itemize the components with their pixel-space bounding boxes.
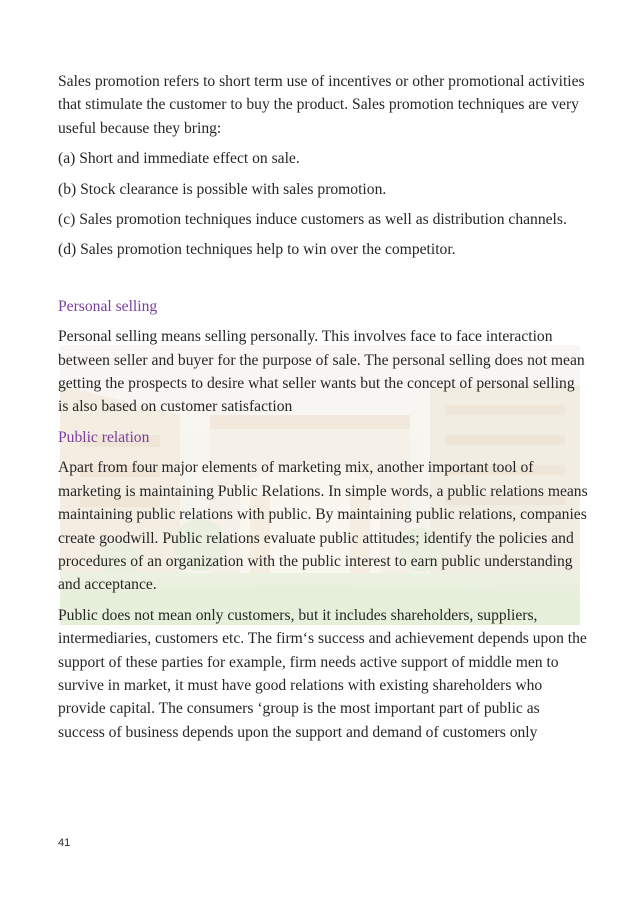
heading-personal-selling: Personal selling [58, 297, 158, 315]
list-item-b: (b) Stock clearance is possible with sales promotion. [58, 180, 387, 198]
public-relation-paragraph-2: Public does not mean only customers, but it includes shareholders, suppliers, intermediaries, customers etc. The firm‘s success and achievement depends upon the support of these parties for example, firm needs active support of middle men to survive in market, it must have good relations with existing shareholders who provide capital. The consumers ‘group is the most important part of public as success of business depends upon the support and demand of customers only [58, 606, 587, 741]
page-number: 41 [58, 837, 71, 849]
document-body [58, 70, 588, 751]
list-item-c: (c) Sales promotion techniques induce customers as well as distribution channels. [58, 211, 567, 229]
section-spacer [58, 269, 588, 295]
personal-selling-paragraph: Personal selling means selling personally. This involves face to face interaction between seller and buyer for the purpose of sale. The personal selling does not mean getting the prospects to desire what seller wants but the concept of personal selling is also based on customer satisfaction [58, 328, 585, 416]
intro-paragraph: Sales promotion refers to short term use of incentives or other promotional activities that stimulate the customer to buy the product. Sales promotion techniques are very useful because they bring: [58, 73, 585, 137]
list-item-a: (a) Short and immediate effect on sale. [58, 150, 300, 168]
list-item-d: (d) Sales promotion techniques help to win over the competitor. [58, 241, 456, 259]
heading-public-relation: Public relation [58, 428, 150, 446]
public-relation-paragraph-1: Apart from four major elements of marketing mix, another important tool of marketing is maintaining Public Relations. In simple words, a public relations means maintaining public relations with public. By maintaining public relations, companies create goodwill. Public relations evaluate public attitudes; identify the policies and procedures of an organization with the public interest to earn public understanding and acceptance. [58, 459, 588, 594]
